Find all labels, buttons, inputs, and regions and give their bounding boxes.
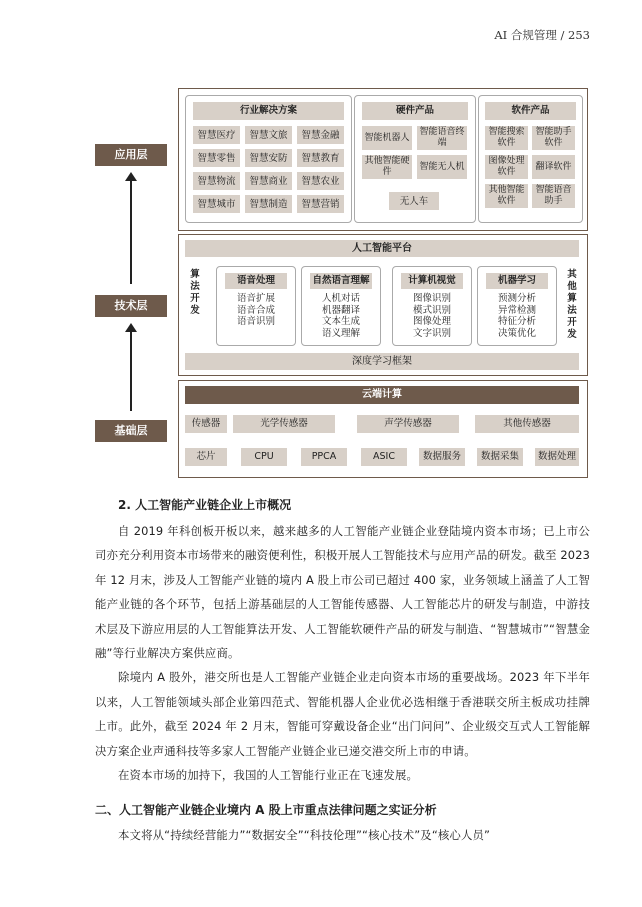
tech-box-items <box>217 293 295 328</box>
tech-box-item: 特征分析 <box>497 316 536 327</box>
software-cell: 其他智能软件 <box>485 184 528 208</box>
paragraph: 在资本市场的加持下，我国的人工智能行业正在飞速发展。 <box>118 768 419 783</box>
industry-cell: 智慧零售 <box>193 149 240 167</box>
body-text <box>95 519 590 787</box>
tech-box-item: 语音扩展 <box>236 293 275 304</box>
tech-box-title: 自然语言理解 <box>310 273 372 289</box>
hardware-cell: 智能语音终端 <box>417 126 467 150</box>
hardware-cell: 智能无人机 <box>417 155 467 179</box>
hardware-panel <box>354 95 476 223</box>
industry-cell: 智慧医疗 <box>193 126 240 144</box>
section-2-title: 2. 人工智能产业链企业上市概况 <box>118 498 292 512</box>
sensor-cell: 传感器 <box>185 415 227 433</box>
software-cell: 翻译软件 <box>532 155 575 179</box>
body-text-continued <box>95 823 590 847</box>
tech-box-title: 计算机视觉 <box>401 273 463 289</box>
chip-cell: CPU <box>241 448 287 466</box>
panel-title: 硬件产品 <box>362 102 468 120</box>
tech-box <box>392 266 472 346</box>
other-algo-dev-label: 其他算法开发 <box>567 269 577 340</box>
layer-label-application: 应用层 <box>95 144 167 166</box>
tech-box-title: 语音处理 <box>225 273 287 289</box>
industry-cell: 智慧安防 <box>245 149 292 167</box>
up-arrow-icon <box>130 180 132 284</box>
tech-box <box>216 266 296 346</box>
sensor-cell: 其他传感器 <box>475 415 579 433</box>
panel-title: 行业解决方案 <box>193 102 344 120</box>
tech-box-items <box>302 293 380 339</box>
deep-learning-bar: 深度学习框架 <box>185 353 579 370</box>
tech-box-item: 文字识别 <box>412 327 451 339</box>
paragraph: 本文将从“持续经营能力”“数据安全”“科技伦理”“核心技术”及“核心人员” <box>118 828 491 842</box>
tech-box-item: 语音识别 <box>236 316 275 327</box>
chapter-section-title: 二、人工智能产业链企业境内 A 股上市重点法律问题之实证分析 <box>95 803 437 817</box>
tech-box-item: 模式识别 <box>412 304 451 316</box>
software-cell: 智能搜索软件 <box>485 126 528 150</box>
paragraph: 除境内 A 股外，港交所也是人工智能产业链企业走向资本市场的重要战场。2023 年下半年以来，人工智能领域头部企业第四范式、智能机器人企业优必选相继于香港联交所主板成功挂牌上市。此外，截至 2024 年 2 月末，智能可穿戴设备企业“出门问问”、企业级交互式人工智能解决方案企业声通科技等多家人工智能产业链企业已递交港交所上市的申请。 <box>95 670 590 758</box>
chip-cell: 数据处理 <box>535 448 579 466</box>
industry-cell: 智慧农业 <box>297 172 344 190</box>
industry-cell: 智慧金融 <box>297 126 344 144</box>
tech-box-item: 异常检测 <box>497 304 536 316</box>
software-cell: 图像处理软件 <box>485 155 528 179</box>
paragraph: 自 2019 年科创板开板以来，越来越多的人工智能产业链企业登陆境内资本市场；已上市公司亦充分利用资本市场带来的融资便利性，积极开展人工智能技术与应用产品的研发。截至 2023 年 12 月末，涉及人工智能产业链的境内 A 股上市公司已超过 400 家，业务领域上涵盖了人工智能产业链的各个环节，包括上游基础层的人工智能传感器、人工智能芯片的研发与制造，中游技术层及下游应用层的人工智能算法开发、人工智能软硬件产品的研发与制造、“智慧城市”“智慧金融”等行业解决方案供应商。 <box>95 524 590 661</box>
tech-box <box>477 266 557 346</box>
page-header: AI 合规管理 / 253 <box>494 28 590 42</box>
tech-box-item: 语音合成 <box>236 304 275 316</box>
industry-cell: 智慧物流 <box>193 172 240 190</box>
tech-box-items <box>478 293 556 339</box>
chip-cell: 数据采集 <box>477 448 523 466</box>
tech-box-items <box>393 293 471 339</box>
software-cell: 智能语音助手 <box>532 184 575 208</box>
technology-layer-box <box>178 234 588 376</box>
foundation-layer-box <box>178 380 588 478</box>
algo-dev-label: 算法开发 <box>190 269 200 316</box>
sensor-cell: 光学传感器 <box>233 415 335 433</box>
chip-cell: PPCA <box>301 448 347 466</box>
industry-cell: 智慧制造 <box>245 195 292 213</box>
tech-box-item: 机器翻译 <box>321 304 360 316</box>
software-panel <box>478 95 583 223</box>
layer-label-technology: 技术层 <box>95 295 167 317</box>
tech-box-item: 图像识别 <box>412 293 451 304</box>
application-layer-box <box>178 88 588 231</box>
cloud-computing-bar: 云端计算 <box>185 386 579 404</box>
tech-box-item: 预测分析 <box>497 293 536 304</box>
tech-box <box>301 266 381 346</box>
up-arrow-icon <box>130 331 132 411</box>
ai-platform-bar: 人工智能平台 <box>185 240 579 257</box>
industry-cell: 智慧城市 <box>193 195 240 213</box>
sensor-cell: 声学传感器 <box>357 415 459 433</box>
hardware-cell: 智能机器人 <box>362 126 412 150</box>
industry-cell: 智慧商业 <box>245 172 292 190</box>
chip-cell: ASIC <box>361 448 407 466</box>
ai-industry-chain-figure <box>90 88 590 478</box>
hardware-cell: 其他智能硬件 <box>362 155 412 179</box>
industry-cell: 智慧教育 <box>297 149 344 167</box>
chip-cell: 数据服务 <box>419 448 465 466</box>
layer-label-foundation: 基础层 <box>95 420 167 442</box>
hardware-cell: 无人车 <box>389 192 439 210</box>
tech-box-item: 语义理解 <box>321 327 360 339</box>
software-cell: 智能助手软件 <box>532 126 575 150</box>
chip-cell: 芯片 <box>185 448 227 466</box>
tech-box-item: 人机对话 <box>321 293 360 304</box>
industry-solutions-panel <box>185 95 352 223</box>
tech-box-item: 图像处理 <box>412 316 451 327</box>
panel-title: 软件产品 <box>485 102 576 120</box>
tech-box-item: 文本生成 <box>321 316 360 327</box>
industry-cell: 智慧文旅 <box>245 126 292 144</box>
tech-box-item: 决策优化 <box>497 327 536 339</box>
industry-cell: 智慧营销 <box>297 195 344 213</box>
tech-box-title: 机器学习 <box>486 273 548 289</box>
